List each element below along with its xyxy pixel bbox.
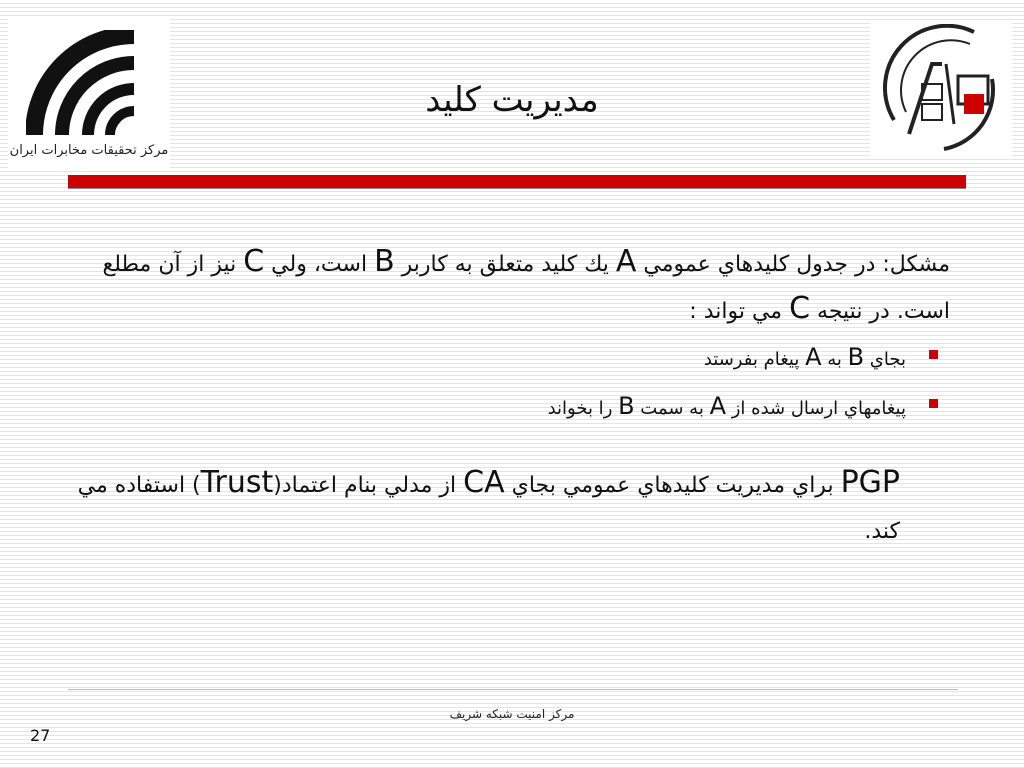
bullet-text: به [821,349,848,370]
problem-var-c2: C [789,291,811,326]
left-logo-caption: مرکز تحقیقات مخابرات ایران [9,143,169,158]
slide-content [60,240,950,555]
solution-text-1: براي مديريت كليدهاي عمومي بجاي [504,473,841,498]
problem-text-1: مشكل: در جدول كليدهاي عمومي [636,252,950,277]
bullet-text: به سمت [634,398,710,419]
problem-text-2: يك كليد متعلق به كاربر [394,252,616,277]
page-number: 27 [30,726,51,745]
solution-paragraph [60,460,950,555]
bullet-text: بجاي [864,349,906,370]
footer-divider [68,689,958,690]
problem-text-3: است، ولي [264,252,375,277]
bullet-text: پيغامهاي ارسال شده از [726,398,906,419]
problem-text-5: مي تواند : [689,299,790,324]
problem-var-c: C [243,244,265,279]
bullet-text: را بخواند [547,398,619,419]
bullet-square-icon [929,399,938,408]
problem-var-a: A [615,244,637,279]
solution-text-2: از مدلي بنام اعتماد( [273,473,464,498]
bullet-text: پيغام بفرستد [703,349,806,370]
footer-text: مرکز امنیت شبکه شریف [449,707,575,721]
bullet-var: A [805,343,822,371]
solution-var-ca: CA [463,465,505,500]
list-item [60,383,906,432]
solution-var-pgp: PGP [840,465,900,500]
bullet-var: B [847,343,865,371]
bullet-list [60,334,950,432]
bullet-var: A [709,392,726,420]
bullet-square-icon [929,350,938,359]
slide-title: مديريت كليد [425,80,599,120]
solution-var-trust: Trust [200,465,274,500]
title-divider-bar [68,175,966,189]
problem-paragraph [60,240,950,334]
problem-text-4: نيز از آن مطلع است. در نتيجه [102,252,950,324]
bullet-var: B [618,392,635,420]
solution-text-3: ) استفاده مي كند. [77,473,900,544]
list-item [60,334,906,383]
problem-var-b: B [374,244,395,279]
